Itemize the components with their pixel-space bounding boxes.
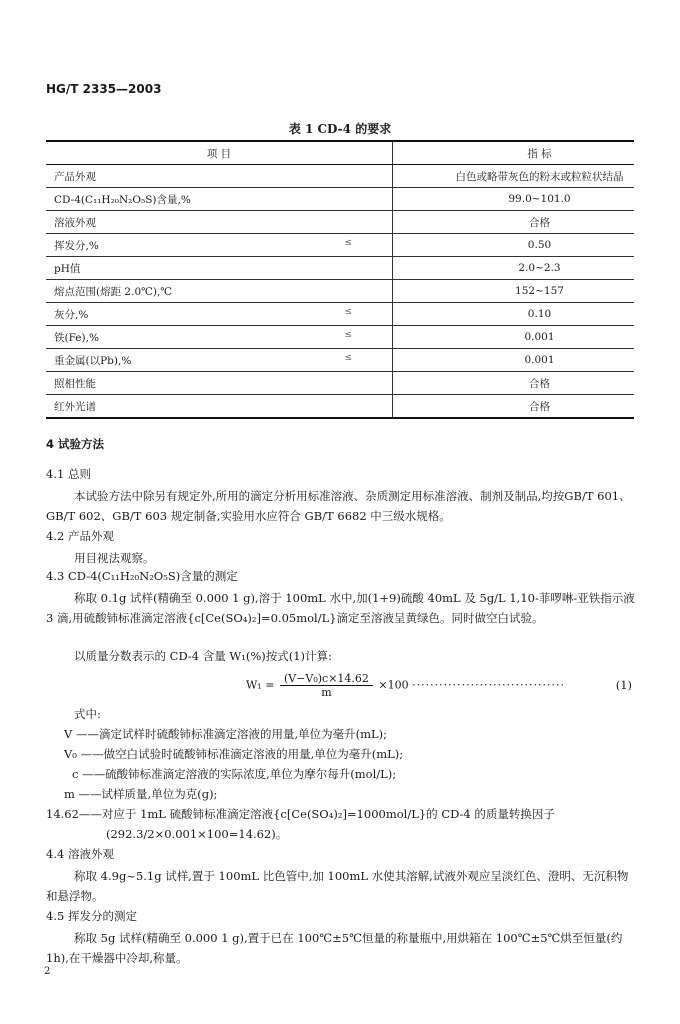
formula-intro: 以质量分数表示的 CD-4 含量 W₁(%)按式(1)计算: — [74, 649, 332, 663]
formula-numerator: (V−V₀)c×14.62 — [280, 672, 373, 686]
row-item — [46, 303, 393, 326]
table-row — [46, 395, 634, 419]
row-value: 152~157 — [393, 280, 635, 303]
row-item-label: 重金属(以Pb),% — [54, 354, 132, 367]
section-heading-4-5: 4.5 挥发分的测定 — [46, 909, 137, 923]
equation-number: (1) — [615, 678, 632, 692]
row-mark: ≤ — [344, 330, 352, 340]
row-value: 0.001 — [393, 326, 635, 349]
section-heading-4-1: 4.1 总则 — [46, 467, 91, 481]
section-heading-4-4: 4.4 溶液外观 — [46, 847, 114, 861]
row-item — [46, 165, 393, 188]
paragraph-4-1: 本试验方法中除另有规定外,所用的滴定分析用标准溶液、杂质测定用标准溶液、制剂及制品,均按GB/T 601、GB/T 602、GB/T 603 规定制备,实验用水应符合 GB/T 6682 中三级水规格。 — [46, 489, 631, 523]
section-heading-4-2: 4.2 产品外观 — [46, 529, 114, 543]
paragraph-4-5: 称取 5g 试样(精确至 0.000 1 g),置于已在 100℃±5℃恒量的称量瓶中,用烘箱在 100℃±5℃烘至恒量(约 1h),在干燥器中冷却,称量。 — [46, 931, 623, 965]
table-row — [46, 303, 634, 326]
row-value: 0.10 — [393, 303, 635, 326]
row-value: 合格 — [393, 211, 635, 234]
table-title: 表 1 CD-4 的要求 — [288, 122, 392, 136]
row-item-label: 红外光谱 — [54, 400, 96, 413]
row-item — [46, 395, 393, 419]
table-header-row — [46, 141, 634, 165]
row-item-label: 溶液外观 — [54, 216, 96, 229]
formula-1 — [246, 672, 565, 699]
table-row — [46, 165, 634, 188]
row-mark: ≤ — [344, 307, 352, 317]
formula-denominator: m — [321, 686, 332, 699]
row-value: 2.0~2.3 — [393, 257, 635, 280]
column-header-item: 项 目 — [46, 141, 393, 165]
row-item-label: CD-4(C₁₁H₂₀N₂O₅S)含量,% — [54, 193, 191, 206]
page-number: 2 — [44, 966, 51, 977]
row-item — [46, 257, 393, 280]
row-value: 99.0~101.0 — [393, 188, 635, 211]
section-heading-text: 4 试验方法 — [46, 437, 105, 451]
row-value: 白色或略带灰色的粉末或粒粒状结晶 — [455, 170, 624, 183]
row-item — [46, 280, 393, 303]
row-item — [46, 326, 393, 349]
variable-v0: V₀ ——做空白试验时硫酸铈标准滴定溶液的用量,单位为毫升(mL); — [64, 747, 404, 761]
variable-factor: 14.62——对应于 1mL 硫酸铈标准滴定溶液{c[Ce(SO₄)₂]=1000mol/L}的 CD-4 的质量转换因子 — [46, 807, 555, 821]
row-item — [46, 211, 393, 234]
variable-v: V ——滴定试样时硫酸铈标准滴定溶液的用量,单位为毫升(mL); — [64, 727, 388, 741]
variable-m: m ——试样质量,单位为克(g); — [64, 787, 218, 801]
table-row — [46, 349, 634, 372]
row-item-label: 铁(Fe),% — [54, 331, 99, 344]
row-item-label: 灰分,% — [54, 308, 89, 321]
row-value: 0.001 — [393, 349, 635, 372]
row-item — [46, 372, 393, 395]
row-item-label: pH值 — [54, 262, 81, 275]
paragraph-4-2: 用目视法观察。 — [74, 551, 155, 565]
formula-lhs: W₁ = — [246, 678, 275, 692]
table-row — [46, 326, 634, 349]
row-item — [46, 349, 393, 372]
row-item-label: 照相性能 — [54, 377, 96, 390]
row-mark: ≤ — [344, 238, 352, 248]
row-mark: ≤ — [344, 353, 352, 363]
paragraph-4-3: 称取 0.1g 试样(精确至 0.000 1 g),溶于 100mL 水中,加(1+9)硫酸 40mL 及 5g/L 1,10-菲啰啉-亚铁指示液 3 滴,用硫酸铈标准滴定溶液{c[Ce(SO₄)₂]=0.05mol/L}滴定至溶液呈黄绿色。同时做空白试验。 — [46, 591, 635, 625]
standard-code: HG/T 2335—2003 — [46, 82, 162, 96]
formula-fraction — [280, 672, 373, 699]
section-heading-4 — [46, 436, 104, 452]
row-item-label: 产品外观 — [54, 170, 96, 183]
row-value: 合格 — [393, 395, 635, 419]
column-header-value: 指 标 — [393, 141, 635, 165]
row-item-label: 熔点范围(熔距 2.0℃),℃ — [54, 285, 173, 298]
row-item-label: 挥发分,% — [54, 239, 99, 252]
formula-leader-dots: ·································· — [412, 678, 566, 692]
formula-tail: ×100 — [378, 678, 409, 692]
variable-factor-calc: (292.3/2×0.001×100=14.62)。 — [106, 827, 288, 841]
paragraph-4-4: 称取 4.9g~5.1g 试样,置于 100mL 比色管中,加 100mL 水使其溶解,试液外观应呈淡红色、澄明、无沉积物和悬浮物。 — [46, 869, 629, 903]
row-value: 0.50 — [393, 234, 635, 257]
section-heading-4-3: 4.3 CD-4(C₁₁H₂₀N₂O₅S)含量的测定 — [46, 569, 238, 583]
table-row — [46, 280, 634, 303]
table-row — [46, 211, 634, 234]
row-value: 合格 — [393, 372, 635, 395]
row-item — [46, 188, 393, 211]
row-item — [46, 234, 393, 257]
variable-c: c ——硫酸铈标准滴定溶液的实际浓度,单位为摩尔每升(mol/L); — [72, 767, 397, 781]
table-row — [46, 188, 634, 211]
where-label: 式中: — [74, 707, 101, 721]
table-row — [46, 234, 634, 257]
table-row — [46, 257, 634, 280]
table-row — [46, 372, 634, 395]
requirements-table — [46, 140, 634, 419]
